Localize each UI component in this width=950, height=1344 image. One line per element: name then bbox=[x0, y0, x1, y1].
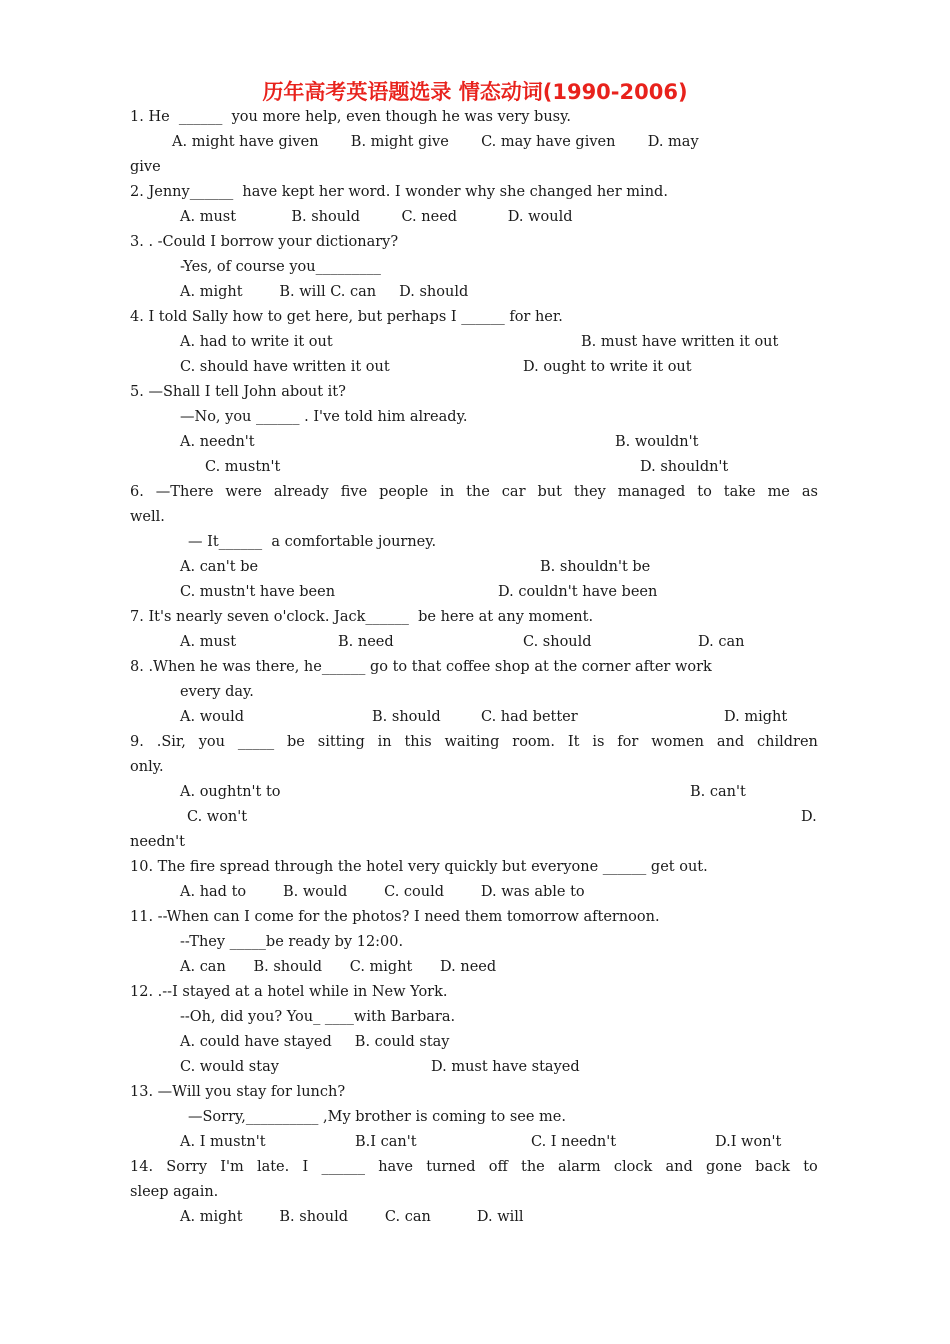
word: managed bbox=[617, 484, 686, 500]
question-3-options: A. might B. will C. can D. should bbox=[180, 284, 469, 300]
word: me bbox=[767, 484, 790, 500]
word: already bbox=[273, 484, 329, 500]
question-9-option-c: C. won't bbox=[187, 809, 248, 825]
question-8-option-d: D. might bbox=[724, 709, 788, 725]
question-8-option-b: B. should bbox=[372, 709, 441, 725]
word: _____ bbox=[237, 734, 275, 750]
question-3-response: -Yes, of course you_________ bbox=[180, 259, 381, 275]
word: the bbox=[521, 1159, 545, 1175]
question-12-option-c: C. would stay bbox=[180, 1059, 279, 1075]
question-3: 3. . -Could I borrow your dictionary? bbox=[130, 234, 399, 250]
word: back bbox=[755, 1159, 790, 1175]
word: you bbox=[198, 734, 225, 750]
word: in bbox=[377, 734, 392, 750]
word: 6. bbox=[130, 484, 144, 500]
question-7: 7. It's nearly seven o'clock. Jack______ be here at any moment. bbox=[130, 609, 594, 625]
question-13-option-a: A. I mustn't bbox=[180, 1134, 266, 1150]
word: the bbox=[466, 484, 490, 500]
page-title: 历年高考英语题选录 情态动词(1990-2006) bbox=[262, 80, 688, 104]
word: gone bbox=[705, 1159, 742, 1175]
question-7-option-b: B. need bbox=[338, 634, 394, 650]
word: but bbox=[537, 484, 562, 500]
question-2-options: A. must B. should C. need D. would bbox=[180, 209, 573, 225]
question-14-options: A. might B. should C. can D. will bbox=[180, 1209, 524, 1225]
question-13-response: —Sorry,__________ ,My brother is coming to see me. bbox=[188, 1109, 566, 1125]
question-6-option-d: D. couldn't have been bbox=[498, 584, 658, 600]
word: people bbox=[379, 484, 429, 500]
question-9-wrap: only. bbox=[130, 759, 164, 775]
question-1: 1. He ______ you more help, even though he was very busy. bbox=[130, 109, 571, 125]
word: —There bbox=[155, 484, 214, 500]
word: off bbox=[488, 1159, 508, 1175]
word: as bbox=[801, 484, 818, 500]
question-5-option-a: A. needn't bbox=[180, 434, 255, 450]
question-8-option-a: A. would bbox=[180, 709, 245, 725]
word: in bbox=[440, 484, 455, 500]
word: ______ bbox=[321, 1159, 365, 1175]
word: late. bbox=[256, 1159, 290, 1175]
question-13-option-d: D.I won't bbox=[715, 1134, 782, 1150]
question-6-response: — It______ a comfortable journey. bbox=[188, 534, 437, 550]
word: were bbox=[225, 484, 262, 500]
question-7-option-a: A. must bbox=[180, 634, 237, 650]
question-9-option-b: B. can't bbox=[690, 784, 746, 800]
question-4: 4. I told Sally how to get here, but perhaps I ______ for her. bbox=[130, 309, 563, 325]
question-9-option-a: A. oughtn't to bbox=[180, 784, 281, 800]
word: this bbox=[404, 734, 432, 750]
word: 9. bbox=[130, 734, 144, 750]
word: alarm bbox=[558, 1159, 601, 1175]
word: is bbox=[592, 734, 605, 750]
word: sitting bbox=[317, 734, 365, 750]
question-12: 12. .--I stayed at a hotel while in New York. bbox=[130, 984, 448, 1000]
word: to bbox=[803, 1159, 818, 1175]
word: they bbox=[573, 484, 606, 500]
word: car bbox=[501, 484, 526, 500]
question-5-response: —No, you ______ . I've told him already. bbox=[180, 409, 468, 425]
question-4-option-c: C. should have written it out bbox=[180, 359, 390, 375]
question-5-option-d: D. shouldn't bbox=[640, 459, 729, 475]
word: take bbox=[723, 484, 756, 500]
question-13: 13. —Will you stay for lunch? bbox=[130, 1084, 346, 1100]
word: five bbox=[340, 484, 368, 500]
question-11: 11. --When can I come for the photos? I need them tomorrow afternoon. bbox=[130, 909, 660, 925]
word: turned bbox=[426, 1159, 476, 1175]
question-6-wrap: well. bbox=[130, 509, 165, 525]
word: I'm bbox=[220, 1159, 244, 1175]
question-6 bbox=[130, 480, 818, 505]
question-4-option-b: B. must have written it out bbox=[581, 334, 779, 350]
word: be bbox=[287, 734, 305, 750]
question-9 bbox=[130, 730, 818, 755]
question-12-response: --Oh, did you? You_ ____with Barbara. bbox=[180, 1009, 456, 1025]
word: for bbox=[617, 734, 639, 750]
question-14 bbox=[130, 1155, 818, 1180]
question-13-option-c: C. I needn't bbox=[531, 1134, 617, 1150]
question-4-option-a: A. had to write it out bbox=[180, 334, 333, 350]
question-9-option-d-wrap: needn't bbox=[130, 834, 185, 850]
word: I bbox=[302, 1159, 309, 1175]
word: children bbox=[757, 734, 818, 750]
question-1-options: A. might have given B. might give C. may have given D. may bbox=[172, 134, 699, 150]
word: .Sir, bbox=[156, 734, 186, 750]
question-4-option-d: D. ought to write it out bbox=[523, 359, 692, 375]
question-11-response: --They _____be ready by 12:00. bbox=[180, 934, 404, 950]
word: women bbox=[651, 734, 705, 750]
word: and bbox=[665, 1159, 693, 1175]
word: to bbox=[697, 484, 712, 500]
question-7-option-c: C. should bbox=[523, 634, 592, 650]
word: have bbox=[378, 1159, 413, 1175]
word: 14. bbox=[130, 1159, 154, 1175]
question-12-options-ab: A. could have stayed B. could stay bbox=[180, 1034, 450, 1050]
question-10: 10. The fire spread through the hotel very quickly but everyone ______ get out. bbox=[130, 859, 708, 875]
question-14-wrap: sleep again. bbox=[130, 1184, 219, 1200]
question-5: 5. —Shall I tell John about it? bbox=[130, 384, 346, 400]
question-6-option-b: B. shouldn't be bbox=[540, 559, 651, 575]
question-11-options: A. can B. should C. might D. need bbox=[180, 959, 497, 975]
question-2: 2. Jenny______ have kept her word. I wonder why she changed her mind. bbox=[130, 184, 668, 200]
question-7-option-d: D. can bbox=[698, 634, 745, 650]
question-1-options-wrap: give bbox=[130, 159, 161, 175]
question-13-option-b: B.I can't bbox=[355, 1134, 417, 1150]
question-8-option-c: C. had better bbox=[481, 709, 578, 725]
question-5-option-c: C. mustn't bbox=[205, 459, 281, 475]
question-5-option-b: B. wouldn't bbox=[615, 434, 699, 450]
word: clock bbox=[613, 1159, 653, 1175]
question-12-option-d: D. must have stayed bbox=[431, 1059, 580, 1075]
question-6-option-a: A. can't be bbox=[180, 559, 259, 575]
word: It bbox=[567, 734, 580, 750]
word: Sorry bbox=[166, 1159, 208, 1175]
word: and bbox=[716, 734, 745, 750]
word: room. bbox=[512, 734, 556, 750]
question-8: 8. .When he was there, he______ go to that coffee shop at the corner after work bbox=[130, 659, 712, 675]
question-10-options: A. had to B. would C. could D. was able to bbox=[180, 884, 585, 900]
question-8-wrap: every day. bbox=[180, 684, 254, 700]
question-6-option-c: C. mustn't have been bbox=[180, 584, 336, 600]
question-9-option-d: D. bbox=[801, 809, 817, 825]
word: waiting bbox=[444, 734, 500, 750]
